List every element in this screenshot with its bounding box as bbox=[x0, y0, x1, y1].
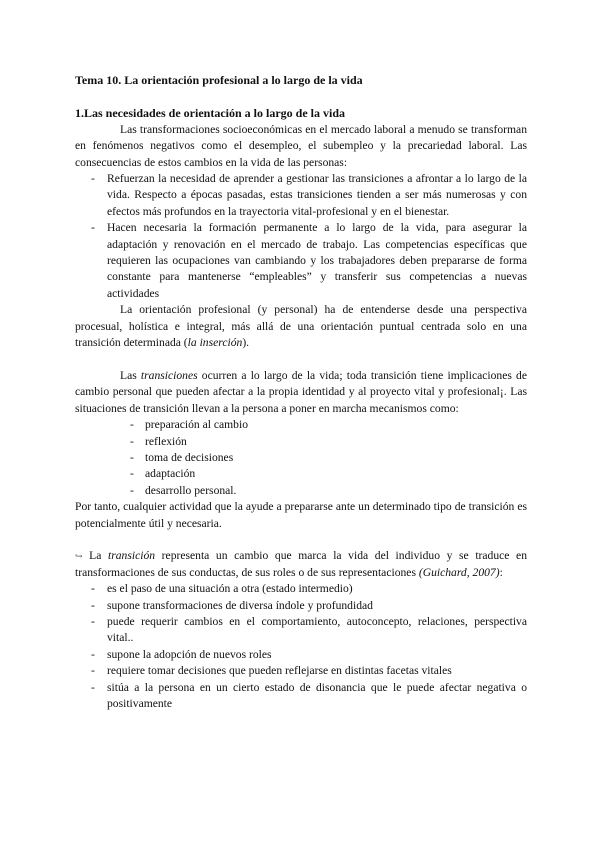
text: ). bbox=[242, 336, 250, 350]
italic-text: transiciones bbox=[140, 368, 198, 382]
text: Las bbox=[120, 368, 141, 382]
italic-text: transición bbox=[108, 549, 156, 563]
text: : bbox=[499, 565, 503, 579]
consequences-list bbox=[75, 171, 527, 302]
list-item: - reflexión bbox=[75, 434, 527, 450]
list-item: - requiere tomar decisiones que pueden reflejarse en distintas facetas vitales bbox=[75, 663, 527, 679]
text: La bbox=[82, 549, 109, 563]
section-heading: 1.Las necesidades de orientación a lo largo de la vida bbox=[75, 106, 345, 121]
document-title: Tema 10. La orientación profesional a lo largo de la vida bbox=[75, 73, 363, 87]
list-item: - preparación al cambio bbox=[75, 417, 527, 433]
text: ocurren a lo largo de la vida; toda transición tiene implicaciones de cambio personal que pueden afectar a la propia identidad y al proyecto vital y profesional¡. Las situaciones de transición llevan a la persona a poner en marcha mecanismos como: bbox=[75, 368, 527, 415]
mechanisms-list bbox=[75, 417, 527, 499]
arrow-icon: ↪ bbox=[75, 551, 83, 562]
list-item: - es el paso de una situación a otra (estado intermedio) bbox=[75, 581, 527, 597]
list-item: - Refuerzan la necesidad de aprender a gestionar las transiciones a afrontar a lo largo de la vida. Respecto a épocas pasadas, estas transiciones tienden a ser más numerosas y con efectos más profundos en la trayectoria vital-profesional y en el bienestar. bbox=[75, 171, 527, 220]
conclusion-paragraph: Por tanto, cualquier actividad que la ayude a prepararse ante un determinado tipo de transición es potencialmente útil y necesaria. bbox=[75, 500, 527, 530]
list-item: - sitúa a la persona en un cierto estado de disonancia que le puede afectar negativa o positivamente bbox=[75, 680, 527, 713]
list-item: - Hacen necesaria la formación permanente a lo largo de la vida, para asegurar la adaptación y renovación en el mercado de trabajo. Las competencias específicas que requieren las ocupaciones van cambiando y los trabajadores deben prepararse de forma constante para mantenerse “empleables” y transferir sus competencias a nuevas actividades bbox=[75, 220, 527, 302]
text: representa un cambio que marca la vida del individuo y se traduce en transformaciones de sus conductas, de sus roles o de sus representaciones bbox=[75, 549, 527, 579]
features-list bbox=[75, 581, 527, 712]
list-item: - toma de decisiones bbox=[75, 450, 527, 466]
orientation-paragraph bbox=[75, 302, 527, 351]
italic-text: la inserción bbox=[187, 336, 243, 350]
list-item: - desarrollo personal. bbox=[75, 483, 527, 499]
citation: (Guichard, 2007) bbox=[418, 565, 500, 579]
intro-paragraph: Las transformaciones socioeconómicas en el mercado laboral a menudo se transforman en fenómenos negativos como el desempleo, el subempleo y la precariedad laboral. Las consecuencias de estos cambios en la vida de las personas: bbox=[75, 122, 527, 169]
list-item: - supone transformaciones de diversa índole y profundidad bbox=[75, 598, 527, 614]
list-item: - adaptación bbox=[75, 466, 527, 482]
text: La orientación profesional (y personal) ha de entenderse desde una perspectiva procesual, holística e integral, más allá de una orientación puntual centrada solo en una transición determinada ( bbox=[75, 303, 527, 350]
list-item: - supone la adopción de nuevos roles bbox=[75, 647, 527, 663]
definition-paragraph bbox=[75, 548, 527, 581]
document-page bbox=[75, 72, 527, 712]
list-item: - puede requerir cambios en el comportamiento, autoconcepto, relaciones, perspectiva vital.. bbox=[75, 614, 527, 647]
transitions-paragraph bbox=[75, 368, 527, 417]
